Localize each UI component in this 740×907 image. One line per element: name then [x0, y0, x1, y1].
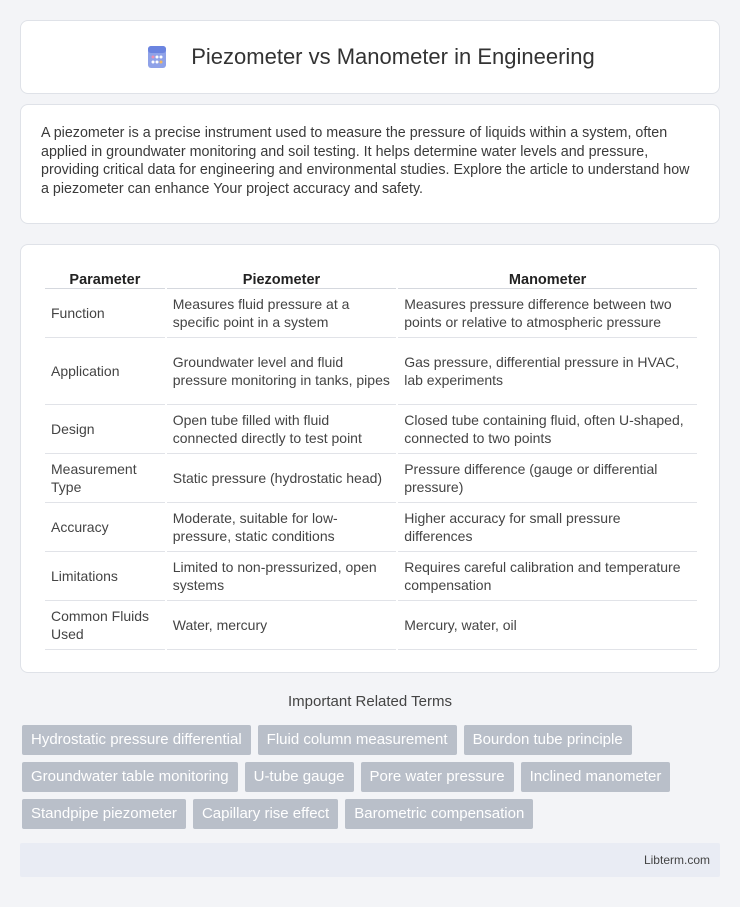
- table-row: [45, 601, 697, 650]
- row-parameter: Design: [45, 405, 165, 454]
- related-term-tag[interactable]: Groundwater table monitoring: [22, 762, 238, 792]
- row-manometer: Pressure difference (gauge or differential pressure): [398, 454, 697, 503]
- related-term-tag[interactable]: Capillary rise effect: [193, 799, 338, 829]
- header-card: [20, 20, 720, 94]
- row-manometer: Closed tube containing fluid, often U-shaped, connected to two points: [398, 405, 697, 454]
- row-piezometer: Open tube filled with fluid connected directly to test point: [167, 405, 396, 454]
- table-header-row: [45, 265, 697, 289]
- related-term-tag[interactable]: Pore water pressure: [361, 762, 514, 792]
- table-row: [45, 338, 697, 405]
- related-term-tag[interactable]: Fluid column measurement: [258, 725, 457, 755]
- row-parameter: Accuracy: [45, 503, 165, 552]
- row-piezometer: Static pressure (hydrostatic head): [167, 454, 396, 503]
- related-term-tag[interactable]: Hydrostatic pressure differential: [22, 725, 251, 755]
- related-terms-list: [22, 725, 712, 829]
- table-row: [45, 454, 697, 503]
- header-piezometer: Piezometer: [167, 265, 396, 289]
- intro-text: A piezometer is a precise instrument used to measure the pressure of liquids within a system, often applied in groundwater monitoring and soil testing. It helps determine water levels and pressure, providing critical data for engineering and environmental studies. Explore the article to understand how a piezometer can enhance Your project accuracy and safety.: [41, 125, 690, 197]
- row-manometer: Requires careful calibration and temperature compensation: [398, 552, 697, 601]
- row-piezometer: Groundwater level and fluid pressure monitoring in tanks, pipes: [167, 338, 396, 405]
- related-term-tag[interactable]: U-tube gauge: [245, 762, 354, 792]
- comparison-table-card: [20, 244, 720, 673]
- calculator-icon: [145, 45, 169, 69]
- related-term-tag[interactable]: Barometric compensation: [345, 799, 533, 829]
- footer: [20, 843, 720, 877]
- header-manometer: Manometer: [398, 265, 697, 289]
- row-parameter: Common Fluids Used: [45, 601, 165, 650]
- related-term-tag[interactable]: Bourdon tube principle: [464, 725, 632, 755]
- row-piezometer: Water, mercury: [167, 601, 396, 650]
- table-row: [45, 289, 697, 338]
- table-row: [45, 503, 697, 552]
- comparison-table: [43, 265, 699, 650]
- table-row: [45, 552, 697, 601]
- row-parameter: Function: [45, 289, 165, 338]
- row-parameter: Measurement Type: [45, 454, 165, 503]
- row-manometer: Higher accuracy for small pressure differences: [398, 503, 697, 552]
- row-piezometer: Measures fluid pressure at a specific point in a system: [167, 289, 396, 338]
- related-terms-title: Important Related Terms: [288, 693, 452, 710]
- row-piezometer: Moderate, suitable for low-pressure, static conditions: [167, 503, 396, 552]
- header-parameter: Parameter: [45, 265, 165, 289]
- intro-card: [20, 104, 720, 224]
- footer-site-link[interactable]: Libterm.com: [643, 853, 710, 867]
- row-parameter: Application: [45, 338, 165, 405]
- table-row: [45, 405, 697, 454]
- row-piezometer: Limited to non-pressurized, open systems: [167, 552, 396, 601]
- row-manometer: Mercury, water, oil: [398, 601, 697, 650]
- related-term-tag[interactable]: Inclined manometer: [521, 762, 671, 792]
- page-title: Piezometer vs Manometer in Engineering: [191, 44, 595, 69]
- row-parameter: Limitations: [45, 552, 165, 601]
- row-manometer: Measures pressure difference between two points or relative to atmospheric pressure: [398, 289, 697, 338]
- related-term-tag[interactable]: Standpipe piezometer: [22, 799, 186, 829]
- row-manometer: Gas pressure, differential pressure in HVAC, lab experiments: [398, 338, 697, 405]
